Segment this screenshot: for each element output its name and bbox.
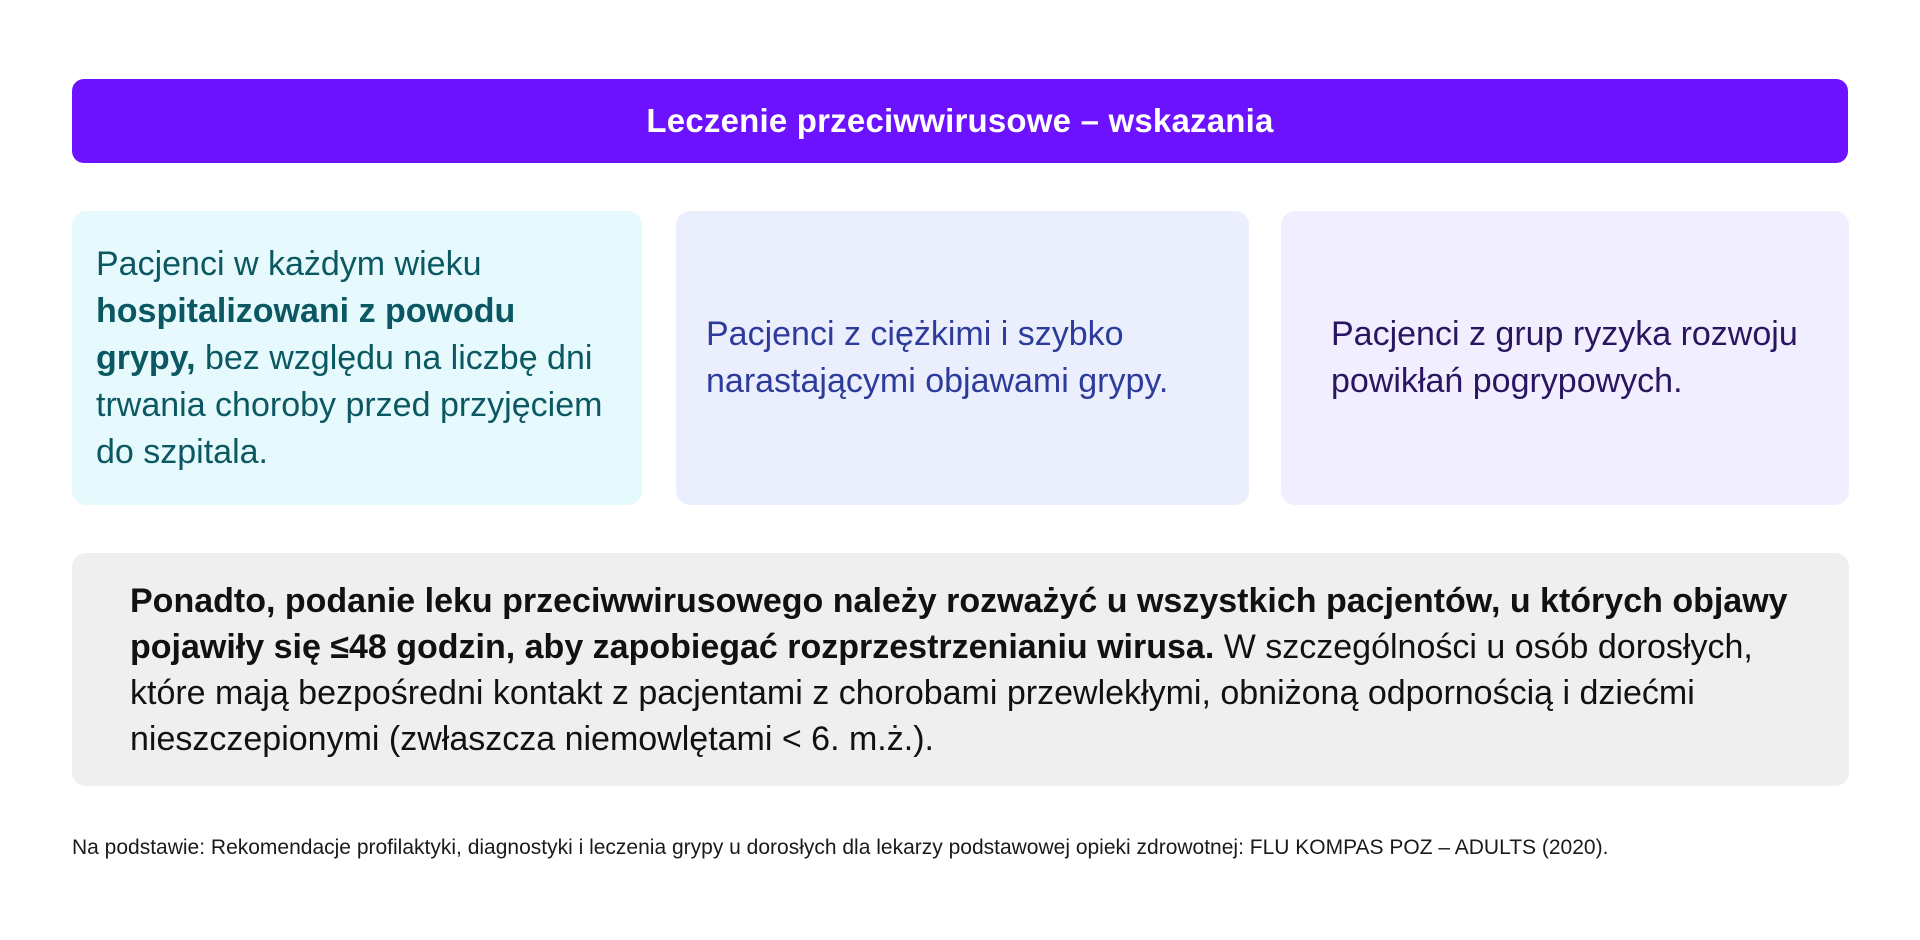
note-text-rest: W szczególności u osób dorosłych, które mają bezpośredni kontakt z pacjentami z chorobami przewlekłymi, obniżoną odpornością i dziećmi nieszczepionymi (zwłaszcza niemowlętami < 6. m.ż.). <box>130 628 1753 758</box>
indication-card-hospitalized <box>72 211 642 505</box>
note-text <box>130 578 1791 762</box>
additional-note-box <box>72 553 1849 786</box>
indication-card-risk-groups <box>1281 211 1849 505</box>
card-text <box>96 241 618 476</box>
card-text-bold: hospitalizowani z powodu grypy, <box>96 291 516 377</box>
card-text-intro: Pacjenci w każdym wieku <box>96 244 482 283</box>
indication-card-severe-symptoms <box>676 211 1249 505</box>
card-text-rest: bez względu na liczbę dni trwania choroby przed przyjęciem do szpitala. <box>96 338 603 471</box>
header-title: Leczenie przeciwwirusowe – wskazania <box>646 102 1274 139</box>
source-citation: Na podstawie: Rekomendacje profilaktyki, diagnostyki i leczenia grypy u dorosłych dla lekarzy podstawowej opieki zdrowotnej: FLU KOMPAS POZ – ADULTS (2020). <box>72 836 1609 859</box>
note-text-bold: Ponadto, podanie leku przeciwwirusowego należy rozważyć u wszystkich pacjentów, u których objawy pojawiły się ≤48 godzin, aby zapobiegać rozprzestrzenianiu wirusa. <box>130 582 1788 666</box>
card-text: Pacjenci z ciężkimi i szybko narastającymi objawami grypy. <box>706 315 1169 400</box>
card-text: Pacjenci z grup ryzyka rozwoju powikłań pogrypowych. <box>1331 315 1798 400</box>
header-banner <box>72 79 1848 163</box>
